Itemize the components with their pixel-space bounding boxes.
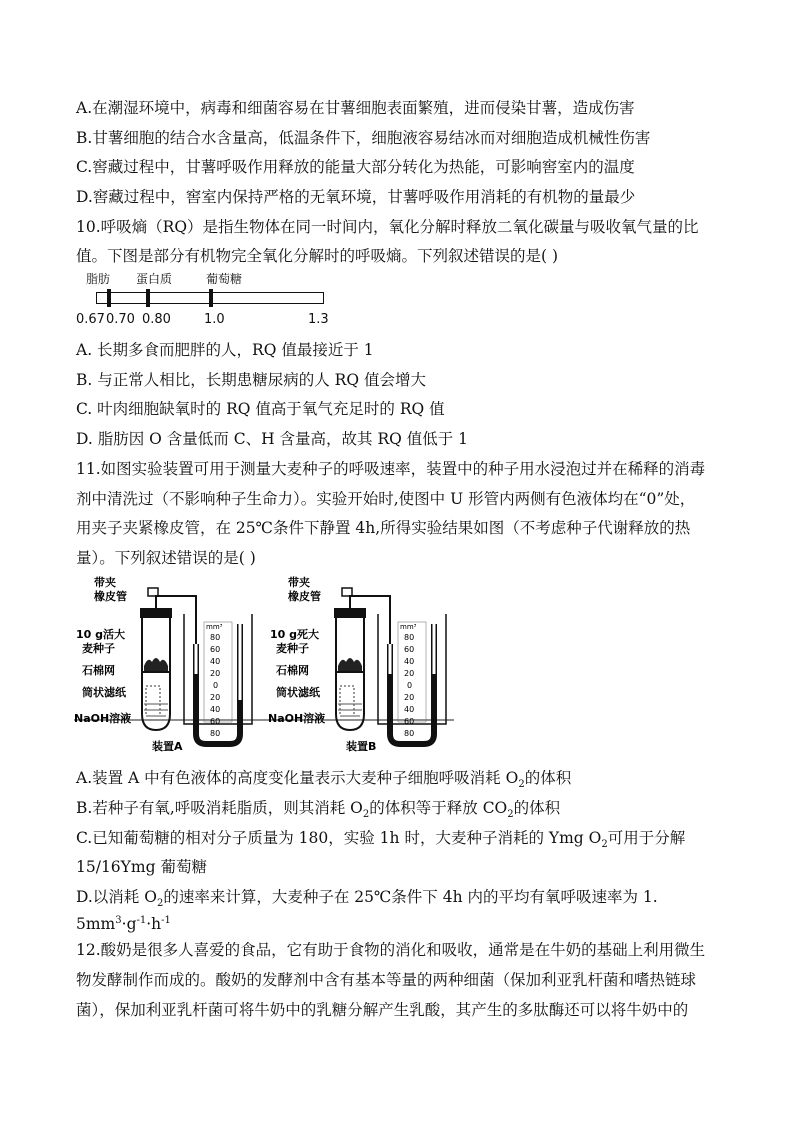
device-a-tube-label: 橡皮管 xyxy=(94,590,127,603)
device-b-scale-20-bottom: 20 xyxy=(404,693,415,702)
q11-stem-line4: 量）。下列叙述错误的是( ) xyxy=(76,549,256,567)
rq-mark-fat xyxy=(107,289,111,307)
q9-option-a: A.在潮湿环境中，病毒和细菌容易在甘薯细胞表面繁殖，进而侵染甘薯，造成伤害 xyxy=(76,99,635,117)
device-b-scale-20-top: 20 xyxy=(404,669,415,678)
device-b-clip xyxy=(342,588,352,596)
respiration-apparatus-figure xyxy=(74,574,454,760)
device-b-filter-paper xyxy=(340,686,354,716)
rq-tick-0-80: 0.80 xyxy=(142,312,171,327)
device-b-unit: mm³ xyxy=(400,623,417,631)
device-a-scale-0: 0 xyxy=(213,681,219,690)
device-a-seeds xyxy=(144,658,168,672)
q11-option-d-line2: $5mm^3\cdot g^{-1}\cdot h^{-1}$ xyxy=(76,914,171,933)
device-a-rubber-tube xyxy=(156,596,196,644)
rq-tick-1-3: 1.3 xyxy=(308,312,329,327)
q12-line1: 12.酸奶是很多人喜爱的食品，它有助于食物的消化和吸收，通常是在牛奶的基础上利用微生 xyxy=(76,941,706,959)
device-b-seeds-label-2: 麦种子 xyxy=(276,642,309,655)
device-a-mesh-label: 石棉网 xyxy=(82,664,115,677)
device-a-unit: mm³ xyxy=(206,623,223,631)
device-b-clip-label: 带夹 xyxy=(288,576,310,589)
device-b-scale-80-top: 80 xyxy=(404,633,415,642)
device-b-scale-labels xyxy=(404,633,414,738)
device-b-rubber-tube xyxy=(350,596,390,644)
device-a-filter-paper xyxy=(146,686,160,716)
q9-option-c: C.窖藏过程中，甘薯呼吸作用释放的能量大部分转化为热能，可影响窖室内的温度 xyxy=(76,158,635,176)
q11-stem-line2: 剂中清洗过（不影响种子生命力）。实验开始时,使图中 U 形管内两侧有色液体均在“0”处， xyxy=(76,490,696,508)
q12-line3: 菌），保加利亚乳杆菌可将牛奶中的乳糖分解产生乳酸，其产生的多肽酶还可以将牛奶中的 xyxy=(76,1001,689,1019)
q12-line2: 物发酵制作而成的。酸奶的发酵剂中含有基本等量的两种细菌（保加利亚乳杆菌和嗜热链球 xyxy=(76,971,697,989)
device-a-seeds-label-1: 10 g活大 xyxy=(76,628,126,641)
device-b-scale-40-top: 40 xyxy=(404,657,415,666)
q9-option-d: D.窖藏过程中，窖室内保持严格的无氧环境，甘薯呼吸作用消耗的有机物的量最少 xyxy=(76,188,636,206)
device-b xyxy=(334,588,446,744)
device-a xyxy=(140,588,252,744)
rq-tick-0-67: 0.67 xyxy=(76,312,105,327)
device-a-scale-80-top: 80 xyxy=(210,633,221,642)
device-b-solution-label: NaOH溶液 xyxy=(268,712,326,725)
rq-mark-glucose xyxy=(209,289,213,307)
device-b-stopper xyxy=(334,608,366,618)
device-b-caption: 装置B xyxy=(346,740,377,753)
q11-stem-line3: 用夹子夹紧橡皮管，在 25℃条件下静置 4h,所得实验结果如图（不考虑种子代谢释放的热 xyxy=(76,519,691,537)
device-a-scale-60-top: 60 xyxy=(210,645,221,654)
q10-stem-line1: 10.呼吸熵（RQ）是指生物体在同一时间内，氧化分解时释放二氧化碳量与吸收氧气量的比 xyxy=(76,218,699,236)
device-b-scale-0: 0 xyxy=(407,681,413,690)
device-b-scale-60-bottom: 60 xyxy=(404,717,415,726)
q11-option-d-line1: D.以消耗 $O_2$的速率来计算，大麦种子在 25℃条件下 4h 内的平均有氧呼吸速率为 1. xyxy=(76,888,658,910)
rq-tick-0-70: 0.70 xyxy=(106,312,135,327)
device-a-stopper xyxy=(140,608,172,618)
q10-option-c: C. 叶肉细胞缺氧时的 RQ 值高于氧气充足时的 RQ 值 xyxy=(76,400,445,418)
q10-option-d: D. 脂肪因 O 含量低而 C、H 含量高，故其 RQ 值低于 1 xyxy=(76,430,469,448)
device-a-scale-20-bottom: 20 xyxy=(210,693,221,702)
device-b-scale-80-bottom: 80 xyxy=(404,729,415,738)
device-b-paper-label: 筒状滤纸 xyxy=(276,686,320,699)
device-b-seeds-label-1: 10 g死大 xyxy=(270,628,320,641)
device-a-scale-labels xyxy=(210,633,220,738)
q10-option-b: B. 与正常人相比，长期患糖尿病的人 RQ 值会增大 xyxy=(76,371,426,389)
rq-scale-figure xyxy=(76,268,346,332)
device-a-clip xyxy=(148,588,158,596)
rq-label-fat: 脂肪 xyxy=(86,272,111,286)
q11-stem-line1: 11.如图实验装置可用于测量大麦种子的呼吸速率，装置中的种子用水浸泡过并在稀释的消毒 xyxy=(76,460,706,478)
device-b-scale-40-bottom: 40 xyxy=(404,705,415,714)
rq-mark-protein xyxy=(146,289,150,307)
q11-option-c-line1: C.已知葡萄糖的相对分子质量为 180，实验 1h 时，大麦种子消耗的 Ymg $O_2$可用于分解 xyxy=(76,829,686,851)
rq-tick-1-0: 1.0 xyxy=(204,312,225,327)
device-b-mesh-label: 石棉网 xyxy=(276,664,309,677)
device-a-scale-40-bottom: 40 xyxy=(210,705,221,714)
rq-label-glucose: 葡萄糖 xyxy=(206,272,243,286)
device-a-seeds-label-2: 麦种子 xyxy=(82,642,115,655)
device-b-scale-60-top: 60 xyxy=(404,645,415,654)
device-a-naoh xyxy=(144,704,168,716)
q11-option-c-line2: 15/16Ymg 葡萄糖 xyxy=(76,858,207,876)
device-a-caption: 装置A xyxy=(152,740,183,753)
device-a-scale-80-bottom: 80 xyxy=(210,729,221,738)
device-a-solution-label: NaOH溶液 xyxy=(74,712,132,725)
device-a-scale-40-top: 40 xyxy=(210,657,221,666)
q10-option-a: A. 长期多食而肥胖的人，RQ 值最接近于 1 xyxy=(76,341,374,359)
q11-option-a: A.装置 A 中有色液体的高度变化量表示大麦种子细胞呼吸消耗 $O_2$的体积 xyxy=(76,769,572,791)
device-a-scale-60-bottom: 60 xyxy=(210,717,221,726)
q11-option-b: B.若种子有氧,呼吸消耗脂质，则其消耗 $O_2$的体积等于释放 $CO_2$的体积 xyxy=(76,799,561,821)
device-b-naoh xyxy=(338,704,362,716)
rq-label-protein: 蛋白质 xyxy=(136,272,173,286)
device-a-clip-label: 带夹 xyxy=(94,576,116,589)
q9-option-b: B.甘薯细胞的结合水含量高，低温条件下，细胞液容易结冰而对细胞造成机械性伤害 xyxy=(76,129,651,147)
device-a-paper-label: 筒状滤纸 xyxy=(82,686,126,699)
device-b-seeds xyxy=(338,658,362,672)
q10-stem-line2: 值。下图是部分有机物完全氧化分解时的呼吸熵。下列叙述错误的是( ) xyxy=(76,247,559,265)
device-a-scale-20-top: 20 xyxy=(210,669,221,678)
device-b-tube-label: 橡皮管 xyxy=(288,590,321,603)
